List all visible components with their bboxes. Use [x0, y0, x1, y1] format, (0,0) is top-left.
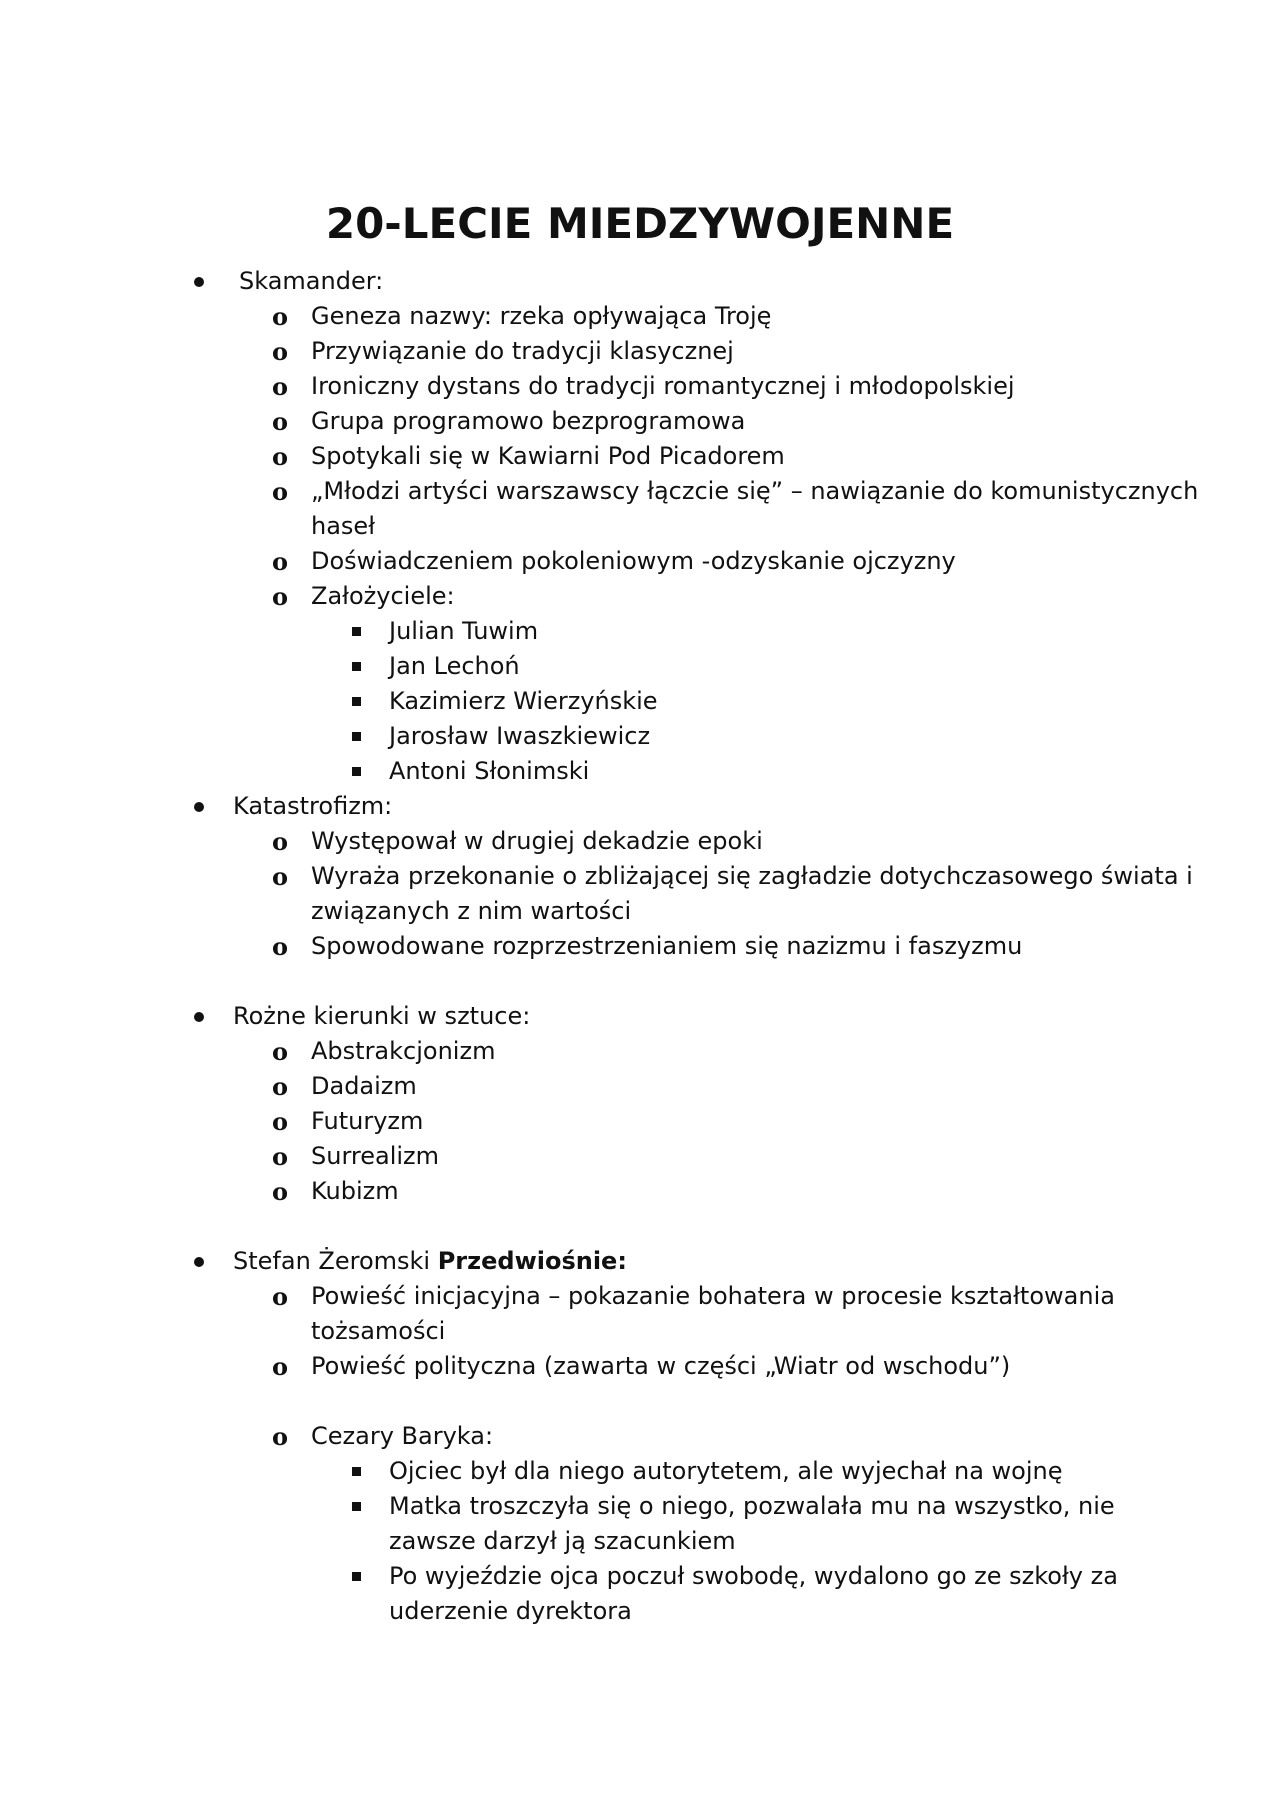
bullet-o-icon: o: [272, 1072, 289, 1101]
bullet-o-icon: o: [272, 302, 289, 331]
bullet-square-icon: [352, 1572, 361, 1581]
bullet-dot-icon: [194, 1257, 204, 1267]
list-item: o Powieść polityczna (zawarta w części „Wiatr od wschodu”): [0, 1349, 1280, 1384]
author-name: Stefan Żeromski: [233, 1247, 438, 1275]
document-body: [0, 264, 1280, 1629]
bullet-o-icon: o: [272, 1037, 289, 1066]
list-item: o Wyraża przekonanie o zbliżającej się zagładzie dotychczasowego świata i: [0, 859, 1280, 894]
bullet-o-icon: o: [272, 1352, 289, 1381]
bullet-o-icon: o: [272, 372, 289, 401]
list-item: o Założyciele:: [0, 579, 1280, 614]
bullet-o-icon: o: [272, 1177, 289, 1206]
baryka-item: Po wyjeździe ojca poczuł swobodę, wydalono go ze szkoły za: [0, 1559, 1280, 1594]
bullet-dot-icon: [194, 277, 204, 287]
bullet-dot-icon: [194, 802, 204, 812]
list-item: o Spowodowane rozprzestrzenianiem się nazizmu i faszyzmu: [0, 929, 1280, 964]
baryka-item-continuation: zawsze darzył ją szacunkiem: [389, 1527, 736, 1555]
bullet-o-icon: o: [272, 1282, 289, 1311]
list-item: o Cezary Baryka:: [0, 1419, 1280, 1454]
bullet-o-icon: o: [272, 862, 289, 891]
bullet-dot-icon: [194, 1012, 204, 1022]
bullet-o-icon: o: [272, 337, 289, 366]
list-item: o Dadaizm: [0, 1069, 1280, 1104]
bullet-square-icon: [352, 627, 361, 636]
bullet-o-icon: o: [272, 1422, 289, 1451]
list-item-przedwiosnie: [0, 1244, 1280, 1279]
book-title: Przedwiośnie:: [437, 1247, 627, 1275]
list-item-skamander: [0, 264, 1280, 299]
spacer: [0, 964, 1280, 999]
baryka-item-continuation: uderzenie dyrektora: [389, 1597, 632, 1625]
list-item: o Geneza nazwy: rzeka opływająca Troję: [0, 299, 1280, 334]
bullet-o-icon: o: [272, 442, 289, 471]
section-heading: Skamander:: [239, 267, 384, 295]
list-item: o Grupa programowo bezprogramowa: [0, 404, 1280, 439]
list-item: o „Młodzi artyści warszawscy łączcie się” – nawiązanie do komunistycznych: [0, 474, 1280, 509]
bullet-square-icon: [352, 697, 361, 706]
bullet-o-icon: o: [272, 477, 289, 506]
bullet-o-icon: o: [272, 1142, 289, 1171]
list-item: o Futuryzm: [0, 1104, 1280, 1139]
section-heading: Katastrofizm:: [233, 792, 393, 820]
founder-item: Jan Lechoń: [0, 649, 1280, 684]
bullet-square-icon: [352, 767, 361, 776]
section-heading: Rożne kierunki w sztuce:: [233, 1002, 531, 1030]
spacer: [0, 1384, 1280, 1419]
list-item-continuation: związanych z nim wartości: [311, 897, 632, 925]
bullet-square-icon: [352, 662, 361, 671]
list-item: o Abstrakcjonizm: [0, 1034, 1280, 1069]
bullet-o-icon: o: [272, 547, 289, 576]
bullet-square-icon: [352, 1467, 361, 1476]
list-item: o Powieść inicjacyjna – pokazanie bohatera w procesie kształtowania: [0, 1279, 1280, 1314]
baryka-item: Ojciec był dla niego autorytetem, ale wyjechał na wojnę: [0, 1454, 1280, 1489]
list-item-katastrofizm: [0, 789, 1280, 824]
list-item: o Surrealizm: [0, 1139, 1280, 1174]
bullet-square-icon: [352, 1502, 361, 1511]
list-item: o Doświadczeniem pokoleniowym -odzyskanie ojczyzny: [0, 544, 1280, 579]
list-item: o Kubizm: [0, 1174, 1280, 1209]
bullet-o-icon: o: [272, 407, 289, 436]
list-item: o Przywiązanie do tradycji klasycznej: [0, 334, 1280, 369]
baryka-item: Matka troszczyła się o niego, pozwalała mu na wszystko, nie: [0, 1489, 1280, 1524]
spacer: [0, 1209, 1280, 1244]
section-heading: [233, 1244, 627, 1279]
list-item-continuation: tożsamości: [311, 1317, 446, 1345]
bullet-o-icon: o: [272, 827, 289, 856]
bullet-o-icon: o: [272, 1107, 289, 1136]
page-title: 20-LECIE MIEDZYWOJENNE: [325, 199, 955, 248]
founder-item: Kazimierz Wierzyńskie: [0, 684, 1280, 719]
list-item: o Ironiczny dystans do tradycji romantycznej i młodopolskiej: [0, 369, 1280, 404]
bullet-o-icon: o: [272, 932, 289, 961]
list-item: o Występował w drugiej dekadzie epoki: [0, 824, 1280, 859]
list-item: o Spotykali się w Kawiarni Pod Picadorem: [0, 439, 1280, 474]
founder-item: Julian Tuwim: [0, 614, 1280, 649]
bullet-square-icon: [352, 732, 361, 741]
bullet-o-icon: o: [272, 582, 289, 611]
founder-item: Antoni Słonimski: [0, 754, 1280, 789]
list-item-kierunki: [0, 999, 1280, 1034]
list-item-continuation: haseł: [311, 512, 376, 540]
founder-item: Jarosław Iwaszkiewicz: [0, 719, 1280, 754]
